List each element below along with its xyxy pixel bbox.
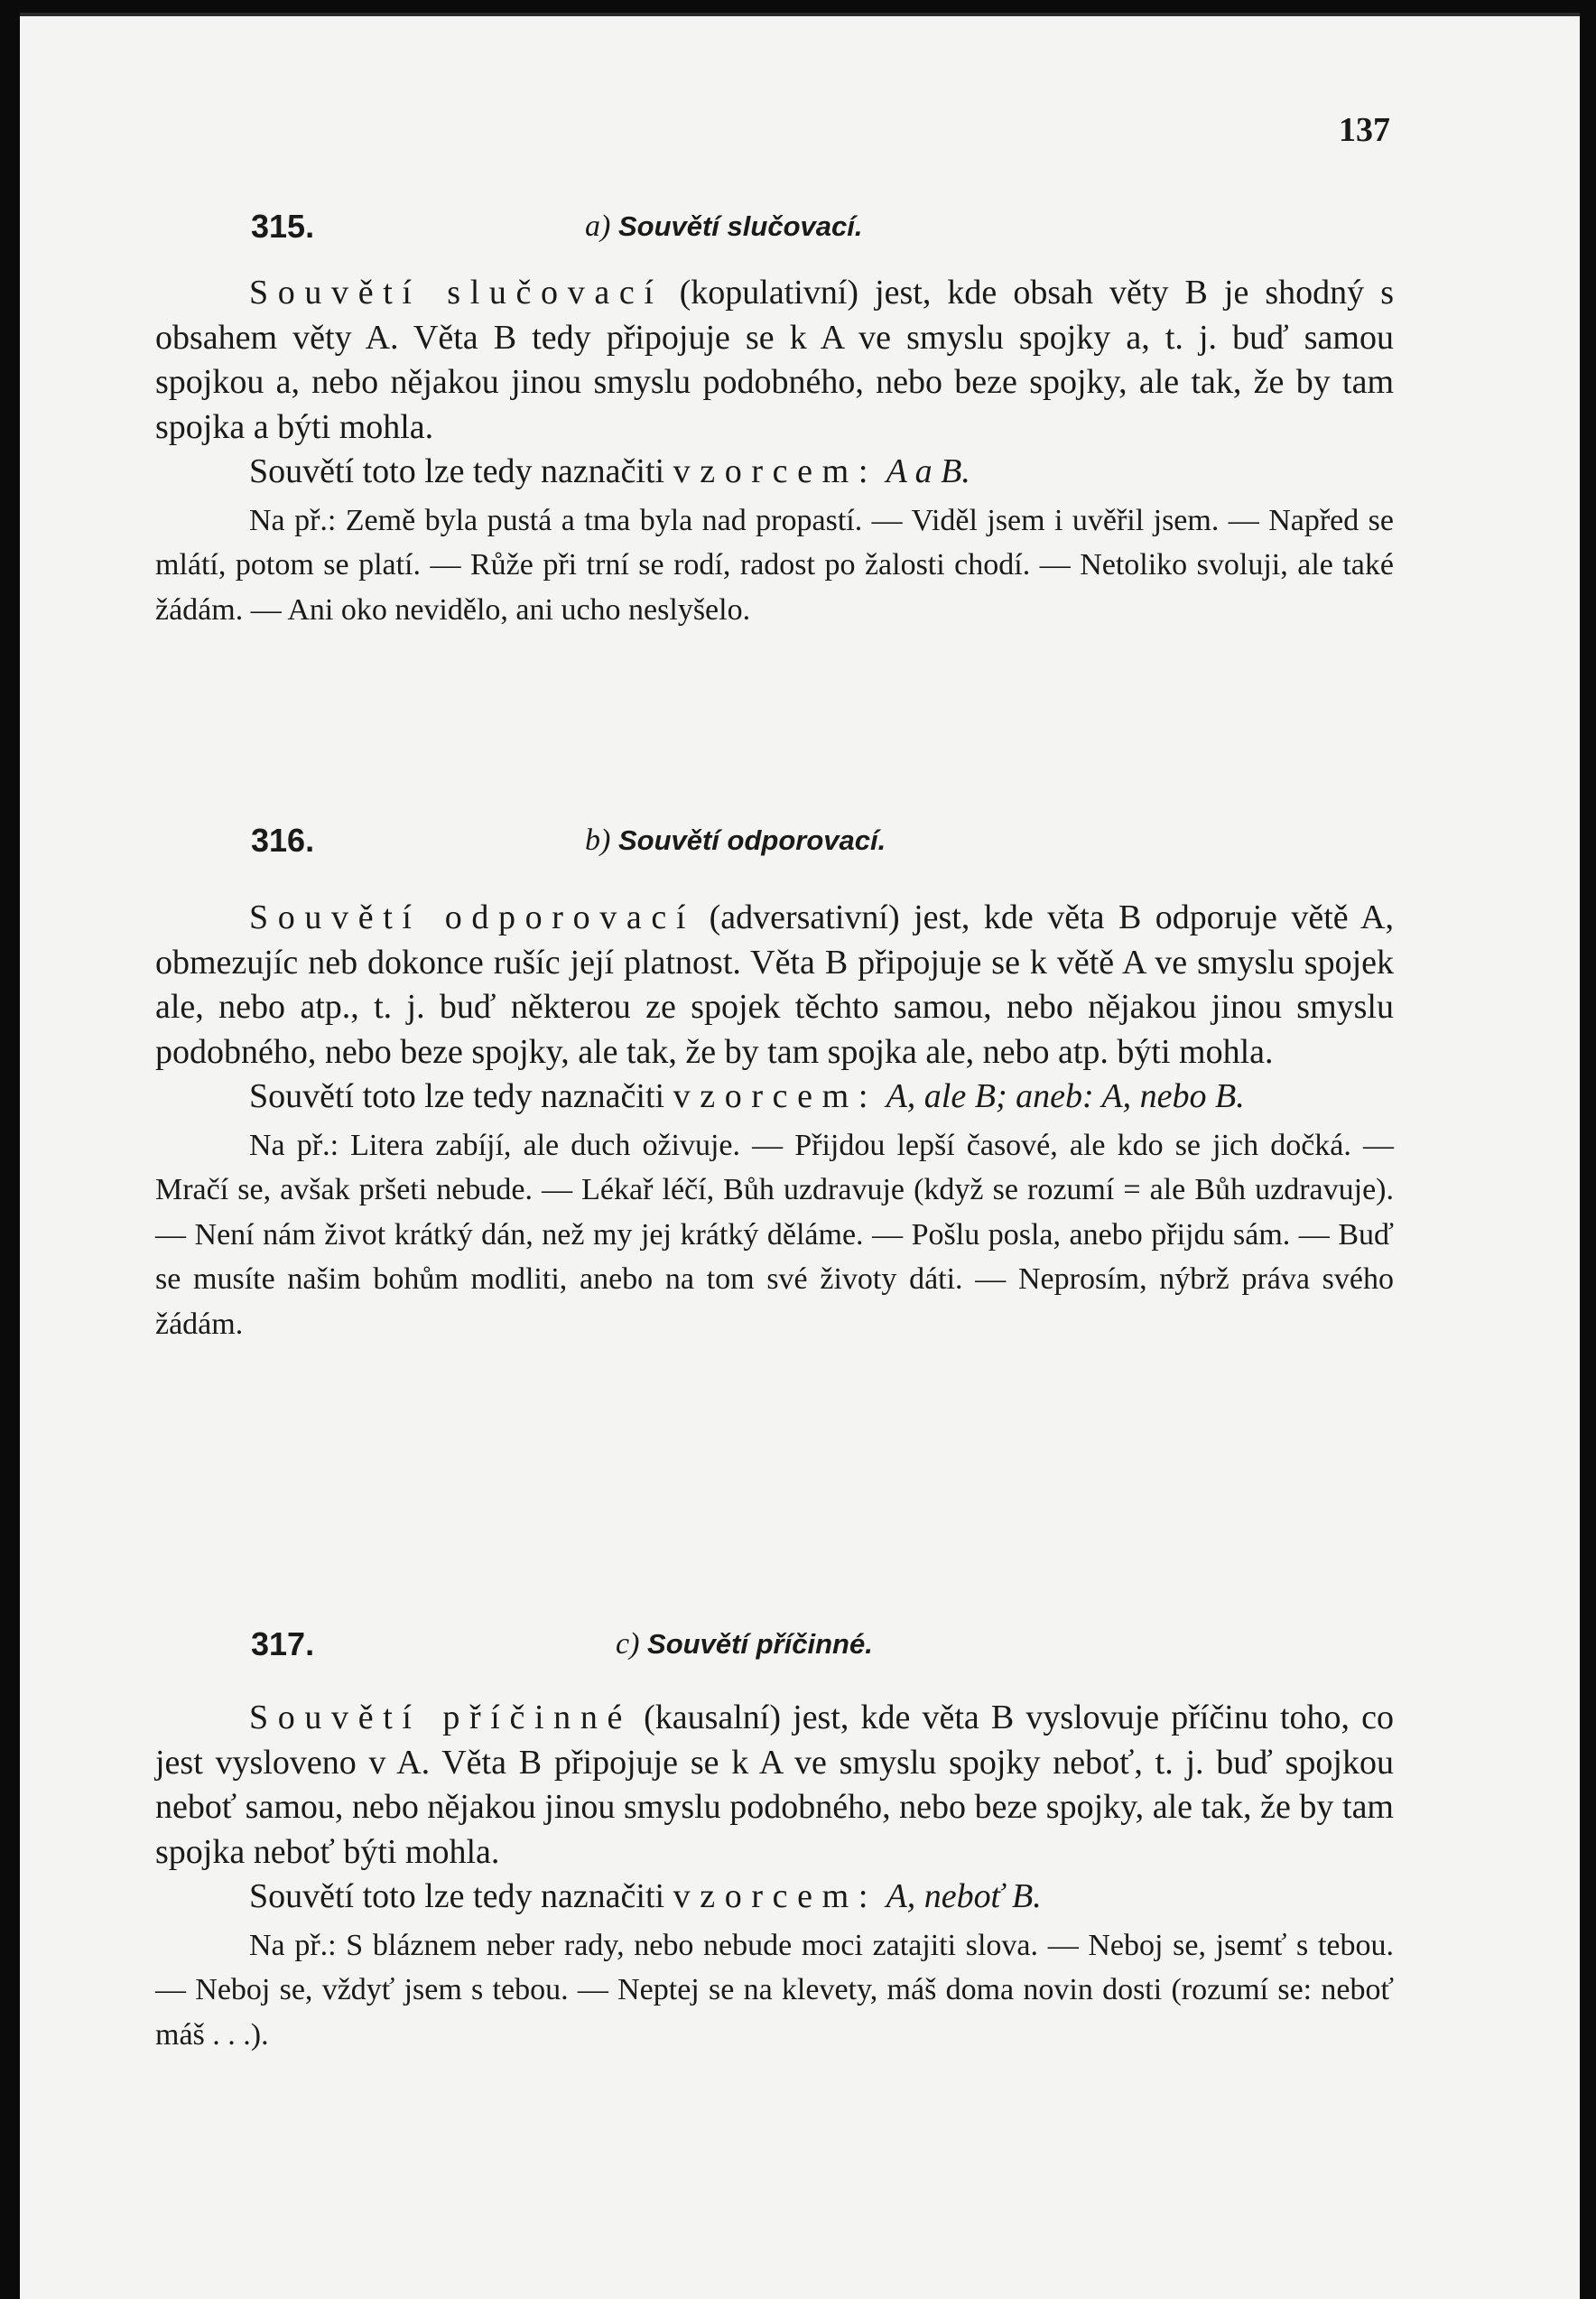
section-number: 316.	[251, 822, 315, 859]
formula-word: vzorcem:	[673, 452, 878, 490]
section-315	[155, 208, 1394, 632]
formula-lead: Souvětí toto lze tedy naznačiti	[249, 1077, 665, 1115]
formula-expression: A a B.	[886, 452, 970, 490]
formula-lead: Souvětí toto lze tedy naznačiti	[249, 452, 665, 490]
examples-label: Na př.:	[249, 1928, 337, 1962]
examples-paragraph	[155, 1923, 1394, 2058]
examples-paragraph	[155, 498, 1394, 633]
formula-word: vzorcem:	[673, 1077, 878, 1115]
definition-paragraph	[155, 271, 1394, 450]
formula-line	[155, 1875, 1394, 1920]
defined-term: Souvětí slučovací	[249, 274, 663, 312]
section-letter: a)	[585, 209, 611, 243]
section-316	[155, 822, 1394, 1346]
definition-text: (kausalní) jest, kde věta B vyslovuje příčinu toho, co jest vysloveno v A. Věta B připojuje se k A ve smyslu spojky neboť, t. j. buď spojkou neboť samou, nebo nějakou jinou smyslu podobného, nebo beze spojky, ale tak, že by tam spojka neboť býti mohla.	[155, 1699, 1394, 1871]
section-title	[585, 824, 886, 858]
section-number: 317.	[251, 1625, 315, 1662]
formula-line	[155, 450, 1394, 495]
defined-term: Souvětí příčinné	[249, 1699, 632, 1736]
formula-word: vzorcem:	[673, 1877, 878, 1915]
section-title-text: Souvětí odporovací.	[617, 824, 886, 856]
section-title	[585, 209, 862, 244]
examples-paragraph	[155, 1123, 1394, 1347]
section-letter: b)	[585, 824, 611, 857]
section-heading	[155, 1625, 1394, 1680]
section-title-text: Souvětí příčinné.	[647, 1628, 873, 1660]
examples-label: Na př.:	[249, 1128, 339, 1162]
definition-text: (adversativní) jest, kde věta B odporuje větě A, obmezujíc neb dokonce rušíc její platnost. Věta B připojuje se k větě A ve smyslu spojek ale, nebo atp., t. j. buď některou ze spojek těchto samou, nebo nějakou jinou smyslu podobného, nebo beze spojky, ale tak, že by tam spojka ale, nebo atp. býti mohla.	[155, 898, 1395, 1071]
section-letter: c)	[616, 1627, 640, 1661]
examples-text: Litera zabíjí, ale duch oživuje. — Přijdou lepší časové, ale kdo se jich dočká. — Mračí se, avšak pršeti nebude. — Lékař léčí, Bůh uzdravuje (když se rozumí = ale Bůh uzdravuje). — Není nám život krátký dán, než my jej krátký děláme. — Pošlu posla, anebo přijdu sám. — Buď se musíte našim bohům modliti, anebo na tom své životy dáti. — Neprosím, nýbrž práva svého žádám.	[155, 1128, 1394, 1341]
formula-lead: Souvětí toto lze tedy naznačiti	[249, 1877, 665, 1915]
definition-paragraph	[155, 896, 1394, 1075]
section-317	[155, 1625, 1394, 2057]
formula-expression: A, ale B; aneb: A, nebo B.	[886, 1077, 1245, 1115]
definition-text: (kopulativní) jest, kde obsah věty B je shodný s obsahem věty A. Věta B tedy připojuje se k A ve smyslu spojky a, t. j. buď samou spojkou a, nebo nějakou jinou smyslu podobného, nebo beze spojky, ale tak, že by tam spojka a býti mohla.	[155, 274, 1395, 446]
section-heading	[155, 822, 1394, 876]
examples-text: Země byla pustá a tma byla nad propastí. — Viděl jsem i uvěřil jsem. — Napřed se mlátí, potom se platí. — Růže při trní se rodí, radost po žalosti chodí. — Netoliko svoluji, ale také žádám. — Ani oko nevidělo, ani ucho neslyšelo.	[155, 503, 1394, 627]
section-title-text: Souvětí slučovací.	[617, 210, 863, 242]
formula-expression: A, neboť B.	[886, 1877, 1042, 1915]
examples-label: Na př.:	[249, 503, 337, 537]
formula-line	[155, 1075, 1394, 1120]
page-number: 137	[1339, 111, 1390, 149]
section-heading	[155, 208, 1394, 262]
scan-top-edge	[20, 13, 1580, 16]
examples-text: S bláznem neber rady, nebo nebude moci zatajiti slova. — Neboj se, jsemť s tebou. — Neboj se, vždyť jsem s tebou. — Neptej se na klevety, máš doma novin dosti (rozumí se: neboť máš . . .).	[155, 1928, 1395, 2052]
section-title	[616, 1627, 873, 1661]
definition-paragraph	[155, 1696, 1394, 1875]
defined-term: Souvětí odporovací	[249, 898, 696, 936]
section-number: 315.	[251, 208, 315, 245]
